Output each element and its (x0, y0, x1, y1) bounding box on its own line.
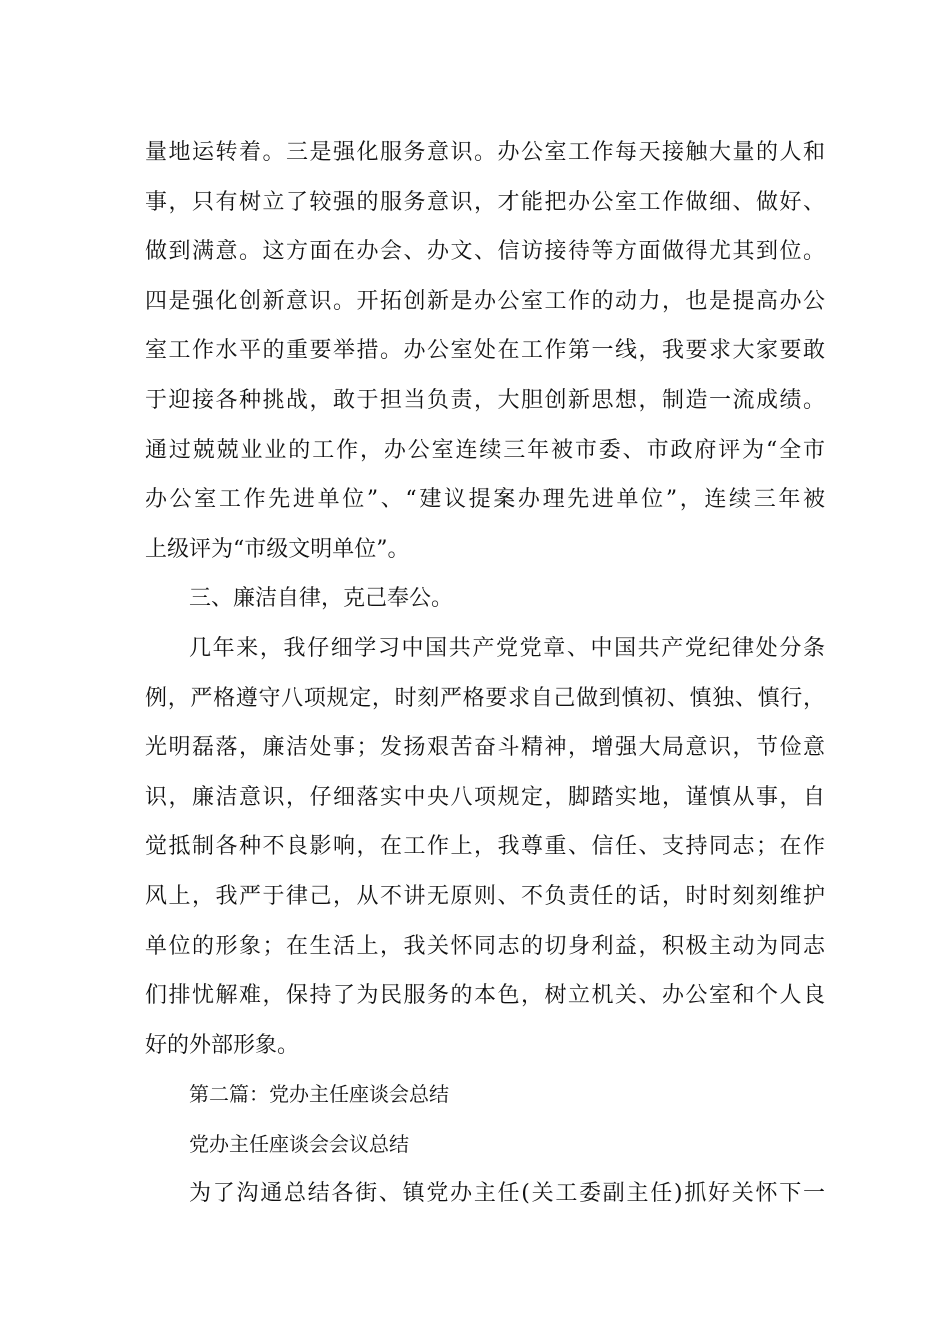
document-title: 党办主任座谈会会议总结 (189, 1131, 409, 1156)
chapter-heading: 第二篇：党办主任座谈会总结 (189, 1082, 449, 1107)
paragraph-line: 光明磊落，廉洁处事；发扬艰苦奋斗精神，增强大局意识，节俭意 (145, 735, 825, 761)
document-body (145, 128, 825, 1219)
paragraph-line: 办公室工作先进单位”、“建议提案办理先进单位”，连续三年被 (145, 487, 825, 513)
paragraph-line: 通过兢兢业业的工作，办公室连续三年被市委、市政府评为“全市 (145, 437, 825, 463)
paragraph-line: 单位的形象；在生活上，我关怀同志的切身利益，积极主动为同志 (145, 933, 825, 959)
paragraph-line: 事，只有树立了较强的服务意识，才能把办公室工作做细、做好、 (145, 189, 825, 215)
paragraph-line: 们排忧解难，保持了为民服务的本色，树立机关、办公室和个人良 (145, 983, 825, 1009)
paragraph-line: 好的外部形象。 (145, 1032, 300, 1058)
paragraph-line: 于迎接各种挑战，敢于担当负责，大胆创新思想，制造一流成绩。 (145, 387, 825, 413)
paragraph-line: 室工作水平的重要举措。办公室处在工作第一线，我要求大家要敢 (145, 338, 825, 364)
paragraph-line: 量地运转着。三是强化服务意识。办公室工作每天接触大量的人和 (145, 140, 825, 165)
paragraph-line: 做到满意。这方面在办会、办文、信访接待等方面做得尤其到位。 (145, 239, 825, 265)
paragraph-line: 上级评为“市级文明单位”。 (145, 536, 410, 562)
paragraph-line: 风上，我严于律己，从不讲无原则、不负责任的话，时时刻刻维护 (145, 883, 825, 909)
paragraph-line: 几年来，我仔细学习中国共产党党章、中国共产党纪律处分条 (189, 635, 825, 661)
paragraph-line: 识，廉洁意识，仔细落实中央八项规定，脚踏实地，谨慎从事，自 (145, 784, 825, 810)
paragraph-line: 四是强化创新意识。开拓创新是办公室工作的动力，也是提高办公 (145, 288, 825, 314)
section-heading: 三、廉洁自律，克己奉公。 (189, 586, 454, 612)
paragraph-line: 为了沟通总结各街、镇党办主任(关工委副主任)抓好关怀下一 (189, 1181, 825, 1207)
paragraph-line: 觉抵制各种不良影响，在工作上，我尊重、信任、支持同志；在作 (145, 834, 825, 860)
paragraph-line: 例，严格遵守八项规定，时刻严格要求自己做到慎初、慎独、慎行， (145, 685, 825, 711)
